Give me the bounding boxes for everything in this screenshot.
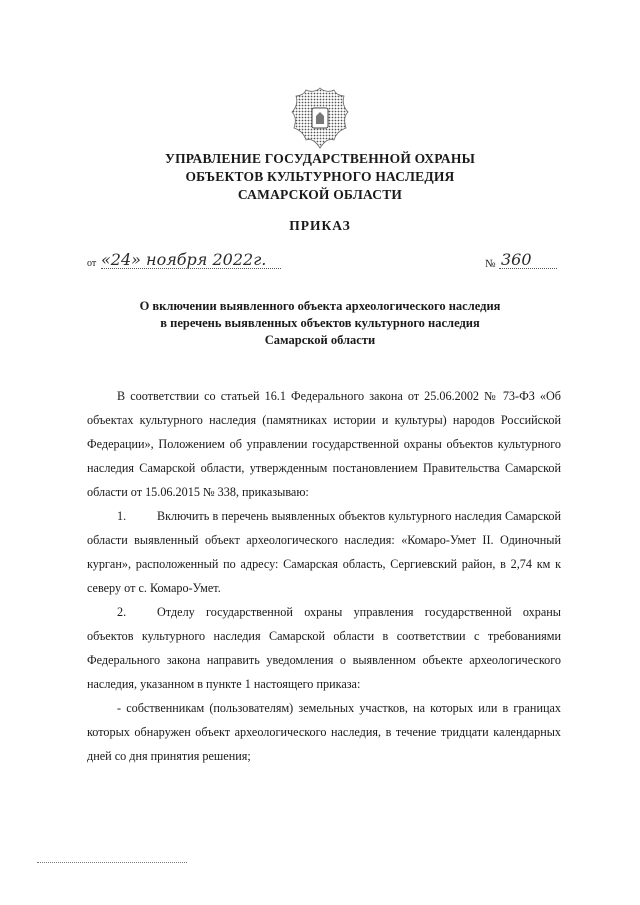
order-subject [0,298,640,349]
org-line-1: УПРАВЛЕНИЕ ГОСУДАРСТВЕННОЙ ОХРАНЫ [164,151,476,166]
date-underline [101,268,281,269]
organization-header [0,150,640,204]
org-line-2: ОБЪЕКТОВ КУЛЬТУРНОГО НАСЛЕДИЯ [185,169,455,184]
subject-line-2: в перечень выявленных объектов культурного наследия [160,316,480,330]
clause-1-text: Включить в перечень выявленных объектов культурного наследия Самарской области выявленный объект археологического наследия: «Комаро-Умет II. Одиночный курган», расположенный по адресу: Самарская область, Сергиевский район, в 2,74 км к северу от с. Комаро-Умет. [87,509,561,595]
order-body [87,384,561,768]
clause-2 [87,600,561,696]
handwritten-date: «24» ноября 2022г. [101,250,267,269]
clause-1 [87,504,561,600]
clause-2-number: 2. [117,605,127,619]
date-number-row [87,250,557,272]
footer-dotted-line [37,862,187,863]
number-underline [499,268,557,269]
clause-1-number: 1. [117,509,127,523]
clause-2-text: Отделу государственной охраны управления государственной охраны объектов культурного наследия Самарской области в соответствии с требованиями Федерального закона направить уведомления о выявленном объекте археологического наследия, указанном в пункте 1 настоящего приказа: [87,605,561,691]
handwritten-number: 360 [501,250,532,269]
subject-line-3: Самарской области [264,333,376,347]
preamble-paragraph: В соответствии со статьей 16.1 Федерального закона от 25.06.2002 № 73-ФЗ «Об объектах культурного наследия (памятниках истории и культуры) народов Российской Федерации», Положением об управлении государственной охраны объектов культурного наследия Самарской области, утвержденным постановлением Правительства Самарской области от 15.06.2015 № 338, приказываю: [87,389,561,499]
number-prefix: № [485,258,496,270]
coat-of-arms-icon [286,86,354,150]
document-type: ПРИКАЗ [289,218,351,233]
date-prefix: от [87,258,97,269]
org-line-3: САМАРСКОЙ ОБЛАСТИ [237,187,403,202]
clause-2-subitem-1: - собственникам (пользователям) земельных участков, на которых или в границах которых обнаружен объект археологического наследия, в течение тридцати календарных дней со дня принятия решения; [87,701,561,763]
subject-line-1: О включении выявленного объекта археологического наследия [139,299,501,313]
